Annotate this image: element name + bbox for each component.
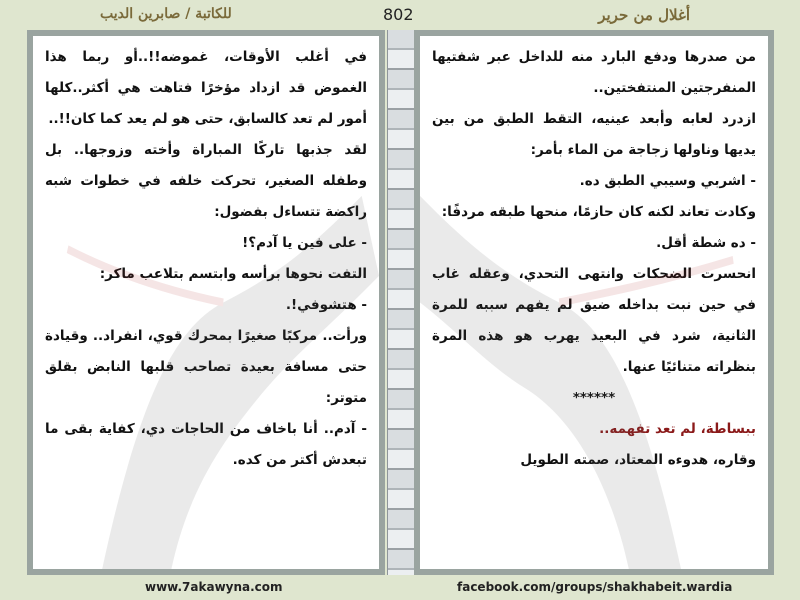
left-paragraph-1: في أغلب الأوقات، غموضه!!..أو ربما هذا الغموض قد ازداد مؤخرًا فتاهت هي أكثر..كلها أمور لم تعد كالسابق، حتى هو لم يعد كما كان!!.. [45,49,367,127]
right-paragraph-2: ازدرد لعابه وأبعد عينيه، التقط الطبق من بين يديها وناولها زجاجة من الماء بأمر: [432,111,756,158]
right-paragraph-last: وقاره، هدوءه المعتاد، صمته الطويل [520,452,756,468]
left-paragraph-3: - على فين يا آدم؟! [242,235,367,251]
facebook-link[interactable]: facebook.com/groups/shakhabeit.wardia [457,580,733,594]
right-page [414,30,774,575]
right-paragraph-6: انحسرت الضحكات وانتهى التحدي، وعقله غاب في حين نبت بداخله ضيق لم يفهم سببه للمرة الثانية، شرد في البعيد يهرب هو هذه المرة بنظراته متنائيًا عنها. [432,266,756,375]
page-footer [0,575,800,600]
page-header [0,0,800,30]
website-link[interactable]: www.7akawyna.com [145,580,283,594]
chain-divider [387,30,415,575]
left-paragraph-2: لقد جذبها تاركًا المباراة وأخته وزوجها.. بل وطفله الصغير، تحركت خلفه في خطوات شبه راكضة تتساءل بفضول: [45,142,367,220]
right-paragraph-1: من صدرها ودفع البارد منه للداخل عبر شفتيها المنفرجتين المنتفختين.. [432,49,756,96]
highlighted-line: ببساطة، لم تعد تفهمه.. [599,421,756,437]
left-paragraph-6: ورأت.. مركبًا صغيرًا بمحرك قوي، انفراد.. وقيادة حتى مسافة بعيدة تصاحب قلبها النابض بقلق متوتر: [45,328,367,406]
left-paragraph-7: - آدم.. أنا باخاف من الحاجات دي، كفاية بقى ما تبعدش أكتر من كده. [45,421,367,468]
right-paragraph-4: وكادت تعاند لكنه كان حازمًا، منحها طبقه مردفًا: [441,204,756,220]
author-credit: للكاتبة / صابرين الديب [100,6,232,22]
left-paragraph-4: التفت نحوها برأسه وابتسم بتلاعب ماكر: [99,266,367,282]
page-number: 802 [383,5,414,24]
right-paragraph-3: - اشربي وسيبي الطبق ده. [579,173,756,189]
book-title: أغلال من حرير [598,6,690,24]
left-paragraph-5: - هتشوفي!. [285,297,367,313]
left-page [27,30,385,575]
right-paragraph-5: - ده شطة أقل. [656,235,756,251]
scene-separator: ****** [572,390,616,406]
